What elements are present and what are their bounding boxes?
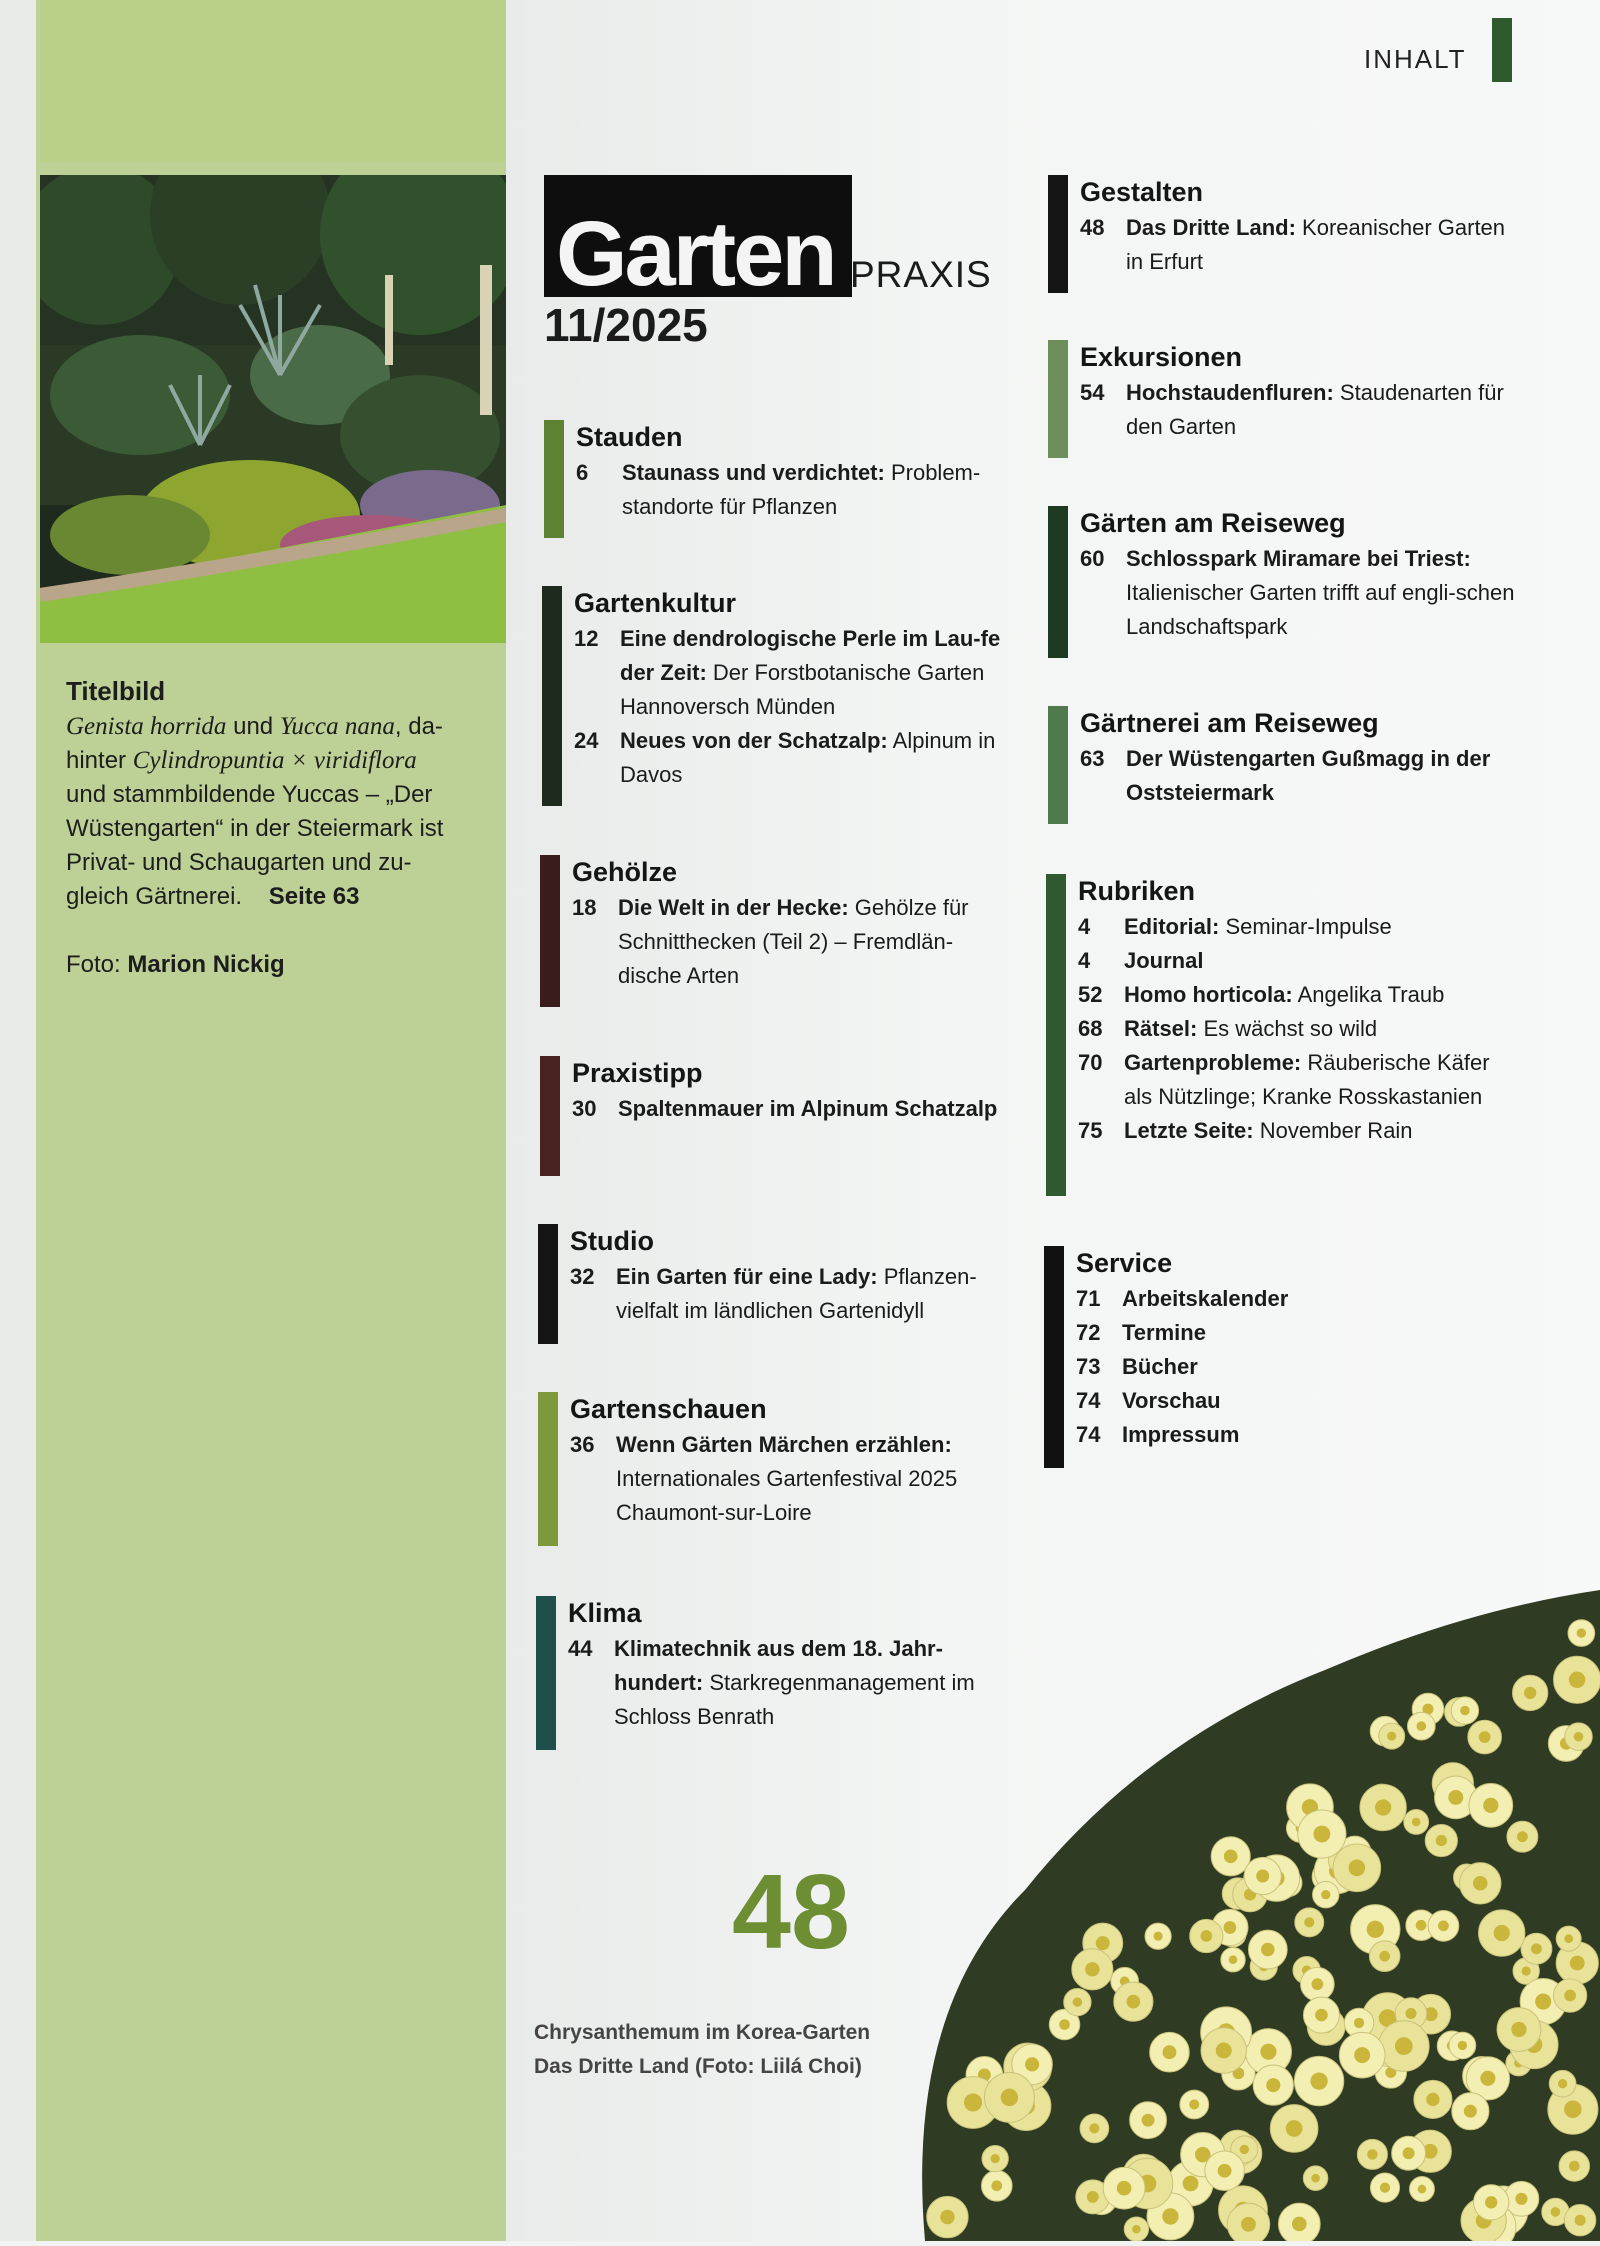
entry-title: Neues von der Schatzalp: xyxy=(620,728,888,753)
toc-section xyxy=(538,1392,1018,1546)
flower-blossom xyxy=(1205,2151,1245,2191)
entry-title: Schlosspark Miramare bei Triest: xyxy=(1126,546,1471,571)
flower-blossom xyxy=(1497,2008,1541,2052)
flower-blossom xyxy=(982,2145,1008,2171)
entry-text xyxy=(1126,742,1520,810)
flower-blossom xyxy=(1553,1979,1586,2012)
page-number: 44 xyxy=(568,1636,593,1661)
caption-text: und xyxy=(226,713,280,740)
entry-text xyxy=(1122,1282,1516,1316)
section-color-bar xyxy=(1048,506,1068,658)
flower-blossom xyxy=(1130,2102,1167,2139)
flower-blossom xyxy=(1180,2090,1209,2119)
entry-text xyxy=(1122,1316,1516,1350)
entry-text xyxy=(622,456,1016,524)
toc-entry[interactable] xyxy=(572,1092,1012,1126)
flower-blossom xyxy=(1479,1910,1525,1956)
flower-blossom xyxy=(1392,2136,1426,2170)
toc-section xyxy=(1048,340,1528,458)
section-content xyxy=(572,855,1012,993)
page-number: 52 xyxy=(1078,982,1103,1007)
entry-title: Gartenprobleme: xyxy=(1124,1050,1302,1075)
section-title: Studio xyxy=(570,1226,654,1256)
toc-entry[interactable] xyxy=(1080,211,1520,279)
entry-title: Vorschau xyxy=(1122,1388,1221,1413)
entry-text xyxy=(620,724,1014,792)
entry-title: Homo horticola: xyxy=(1124,982,1293,1007)
section-content xyxy=(574,586,1014,792)
flower-blossom xyxy=(1150,2032,1190,2072)
toc-section xyxy=(1048,706,1528,824)
flower-blossom xyxy=(1468,1720,1502,1754)
section-label: INHALT xyxy=(1364,44,1467,74)
flower-blossom xyxy=(1270,2105,1318,2153)
flower-blossom xyxy=(1428,1910,1459,1941)
page-number: 4 xyxy=(1078,948,1091,973)
flower-blossom xyxy=(1507,1821,1538,1852)
entry-title: Staunass und verdichtet: xyxy=(622,460,885,485)
flower-blossom xyxy=(1221,1947,1245,1971)
section-color-bar xyxy=(544,420,564,538)
entry-title: Termine xyxy=(1122,1320,1206,1345)
entry-text xyxy=(1124,978,1518,1012)
flower-blossom xyxy=(1521,1933,1552,1964)
flower-blossom xyxy=(981,2170,1012,2201)
toc-entry[interactable] xyxy=(1078,1046,1518,1114)
toc-entry[interactable] xyxy=(1078,1114,1518,1148)
entry-text xyxy=(1126,376,1520,444)
entry-subtitle: Gehölze für Schnitthecken (Teil 2) – Fremdlän-dische Arten xyxy=(618,895,969,988)
page-number: 68 xyxy=(1078,1016,1103,1041)
flower-blossom xyxy=(1360,1784,1406,1830)
page-number: 6 xyxy=(576,460,589,485)
species-name: Cylindropuntia × viridiflora xyxy=(132,747,417,774)
flower-blossom xyxy=(1248,1930,1287,1969)
flower-blossom xyxy=(1303,2166,1328,2191)
page-edge xyxy=(0,0,36,2241)
flower-blossom xyxy=(1409,2177,1434,2202)
entry-title: Bücher xyxy=(1122,1354,1198,1379)
entry-subtitle: Starkregenmanagement im Schloss Benrath xyxy=(614,1670,975,1729)
toc-entry[interactable] xyxy=(574,622,1014,724)
section-title: Service xyxy=(1076,1248,1173,1278)
section-color-bar xyxy=(538,1392,558,1546)
page-number: 60 xyxy=(1080,546,1105,571)
toc-section xyxy=(540,1056,1020,1176)
flower-blossom xyxy=(1295,1908,1324,1937)
entry-title: Editorial: xyxy=(1124,914,1220,939)
section-content xyxy=(1076,1246,1516,1452)
caption-line: und stammbildende Yuccas – „Der xyxy=(66,781,433,808)
toc-entry[interactable] xyxy=(570,1260,1010,1328)
toc-section xyxy=(1046,874,1526,1196)
entry-title: Rätsel: xyxy=(1124,1016,1198,1041)
entry-text xyxy=(618,891,1012,993)
flower-blossom xyxy=(1145,1923,1171,1949)
caption-line xyxy=(66,880,486,914)
toc-entry[interactable] xyxy=(1080,542,1520,644)
flower-blossom xyxy=(1407,1712,1435,1740)
flower-blossom xyxy=(1339,2032,1385,2078)
logo-praxis: PRAXIS xyxy=(850,254,992,295)
caption-line: Privat- und Schaugarten und zu- xyxy=(66,849,412,876)
section-content xyxy=(1080,706,1520,810)
section-title: Gartenkultur xyxy=(574,588,737,618)
section-color-bar xyxy=(538,1224,558,1344)
entry-title: Spaltenmauer im Alpinum Schatzalp xyxy=(618,1096,998,1121)
entry-subtitle: Räuberische Käfer als Nützlinge; Kranke Rosskastanien xyxy=(1124,1050,1490,1109)
flower-blossom xyxy=(1549,2070,1576,2097)
flower-blossom xyxy=(1460,1863,1501,1904)
page-number: 12 xyxy=(574,626,599,651)
section-title: Gartenschauen xyxy=(570,1394,767,1424)
page-number: 18 xyxy=(572,895,597,920)
toc-entry[interactable] xyxy=(1076,1384,1516,1418)
entry-title: Impressum xyxy=(1122,1422,1240,1447)
section-color-bar xyxy=(1048,340,1068,458)
flower-blossom xyxy=(1301,1967,1335,2001)
page-number: 54 xyxy=(1080,380,1105,405)
page-number: 73 xyxy=(1076,1354,1101,1379)
entry-subtitle: Alpinum in Davos xyxy=(620,728,996,787)
flower-blossom xyxy=(1072,1949,1113,1990)
entry-title: Arbeitskalender xyxy=(1122,1286,1289,1311)
section-content xyxy=(1080,175,1520,279)
flower-blossom xyxy=(1556,1926,1581,1951)
entry-text xyxy=(616,1260,1010,1328)
flower-blossom xyxy=(1404,1810,1429,1835)
credit-label: Foto: xyxy=(66,951,128,978)
section-color-bar xyxy=(540,855,560,1007)
flower-blossom xyxy=(1303,1997,1339,2033)
flower-blossom xyxy=(1357,2139,1387,2169)
section-content xyxy=(576,420,1016,524)
toc-entry[interactable] xyxy=(1076,1316,1516,1350)
section-content xyxy=(1080,340,1520,444)
section-color-bar xyxy=(1046,874,1066,1196)
toc-entry[interactable] xyxy=(1080,376,1520,444)
section-title: Exkursionen xyxy=(1080,342,1243,372)
section-color-bar xyxy=(1044,1246,1064,1468)
flower-blossom xyxy=(1425,1824,1457,1856)
entry-text xyxy=(1124,944,1518,978)
flower-blossom xyxy=(1379,2021,1430,2072)
flower-blossom xyxy=(1451,1697,1478,1724)
entry-title: Letzte Seite: xyxy=(1124,1118,1254,1143)
toc-section xyxy=(544,420,1024,538)
flower-blossom xyxy=(1294,2056,1343,2105)
page-number: 30 xyxy=(572,1096,597,1121)
entry-subtitle: Italienischer Garten trifft auf engli-schen Landschaftspark xyxy=(1126,580,1515,639)
section-title: Praxistipp xyxy=(572,1058,703,1088)
page-number: 24 xyxy=(574,728,599,753)
entry-text xyxy=(1124,1114,1518,1148)
flower-blossom xyxy=(1103,2167,1145,2209)
entry-title: Klimatechnik aus dem 18. Jahr-hundert: xyxy=(614,1636,943,1695)
flower-blossom xyxy=(1554,1656,1600,1703)
toc-section xyxy=(1044,1246,1524,1468)
entry-title: Wenn Gärten Märchen erzählen: xyxy=(616,1432,952,1457)
entry-text xyxy=(1122,1418,1516,1452)
feature-caption-line: Das Dritte Land (Foto: Liilá Choi) xyxy=(534,2055,862,2078)
entry-title: Das Dritte Land: xyxy=(1126,215,1296,240)
cover-photo xyxy=(40,175,506,643)
flower-blossom xyxy=(1201,2028,1246,2073)
flower-blossom xyxy=(984,2072,1034,2122)
entry-title: Hochstaudenfluren: xyxy=(1126,380,1334,405)
toc-entry[interactable] xyxy=(570,1428,1010,1530)
toc-section xyxy=(1048,175,1528,293)
toc-entry[interactable] xyxy=(574,724,1014,792)
section-title: Gärten am Reiseweg xyxy=(1080,508,1346,538)
left-top-strip xyxy=(40,0,506,162)
flower-blossom xyxy=(927,2196,968,2237)
caption-line xyxy=(66,744,486,778)
entry-title: Eine dendrologische Perle im Lau-fe der Zeit: xyxy=(620,626,1001,685)
toc-section xyxy=(540,855,1020,1007)
credit-name: Marion Nickig xyxy=(127,951,285,978)
flower-blossom xyxy=(1124,2217,1148,2241)
flower-blossom xyxy=(1559,2151,1589,2181)
cover-caption xyxy=(66,674,486,982)
page-number: 72 xyxy=(1076,1320,1101,1345)
page-number: 36 xyxy=(570,1432,595,1457)
section-title: Gärtnerei am Reiseweg xyxy=(1080,708,1379,738)
section-content xyxy=(1080,506,1520,644)
toc-entry[interactable] xyxy=(1076,1418,1516,1452)
flower-blossom xyxy=(1369,1941,1400,1972)
toc-entry[interactable] xyxy=(1078,978,1518,1012)
caption-text: , da- xyxy=(394,713,443,740)
flower-blossom xyxy=(1114,1982,1153,2021)
flower-blossom xyxy=(1211,1837,1250,1876)
entry-text xyxy=(1124,1012,1518,1046)
section-content xyxy=(572,1056,1012,1126)
section-label-bar xyxy=(1492,18,1512,82)
section-title: Stauden xyxy=(576,422,683,452)
flower-blossom xyxy=(1064,1988,1091,2015)
feature-caption-line: Chrysanthemum im Korea-Garten xyxy=(534,2021,871,2044)
feature-caption xyxy=(534,2016,870,2084)
entry-text xyxy=(1122,1384,1516,1418)
section-color-bar xyxy=(1048,706,1068,824)
flower-blossom xyxy=(1244,1857,1281,1894)
caption-line: Wüstengarten“ in der Steiermark ist xyxy=(66,815,444,842)
chrysanthemum-photo xyxy=(905,1590,1600,2241)
page-number: 4 xyxy=(1078,914,1091,939)
flower-blossom xyxy=(1512,1675,1547,1710)
flower-blossom xyxy=(1370,2173,1399,2202)
caption-line xyxy=(66,710,486,744)
flower-blossom xyxy=(1227,2203,1269,2241)
entry-text xyxy=(1122,1350,1516,1384)
entry-title: Der Wüstengarten Gußmagg in der Oststeiermark xyxy=(1126,746,1491,805)
section-color-bar xyxy=(1048,175,1068,293)
flower-blossom xyxy=(1278,2203,1320,2241)
flower-blossom xyxy=(1452,2093,1489,2130)
page-number: 74 xyxy=(1076,1388,1101,1413)
species-name: Genista horrida xyxy=(66,713,227,740)
entry-subtitle: Seminar-Impulse xyxy=(1219,914,1392,939)
section-content xyxy=(1078,874,1518,1148)
feature-page-number: 48 xyxy=(732,1853,850,1971)
toc-entry[interactable] xyxy=(576,456,1016,524)
flower-blossom xyxy=(1253,2065,1293,2105)
flower-blossom xyxy=(1414,2080,1452,2118)
section-title: Klima xyxy=(568,1598,642,1628)
toc-entry[interactable] xyxy=(572,891,1012,993)
entry-subtitle: Es wächst so wild xyxy=(1197,1016,1378,1041)
flower-blossom xyxy=(1080,2114,1109,2143)
flower-blossom xyxy=(1449,2032,1476,2059)
flower-blossom xyxy=(1564,2204,1595,2235)
toc-section xyxy=(538,1224,1018,1344)
flower-blossom xyxy=(1379,1723,1405,1749)
toc-entry[interactable] xyxy=(1076,1282,1516,1316)
page-number: 70 xyxy=(1078,1050,1103,1075)
toc-entry[interactable] xyxy=(1078,1012,1518,1046)
page-number: 71 xyxy=(1076,1286,1101,1311)
toc-entry[interactable] xyxy=(1078,910,1518,944)
flower-blossom xyxy=(1565,1723,1592,1750)
entry-subtitle: November Rain xyxy=(1253,1118,1413,1143)
section-title: Gehölze xyxy=(572,857,678,887)
entry-text xyxy=(1124,910,1518,944)
section-color-bar xyxy=(536,1596,556,1750)
species-name: Yucca nana xyxy=(279,713,395,740)
section-content xyxy=(570,1224,1010,1328)
entry-subtitle: Problem-standorte für Pflanzen xyxy=(622,460,981,519)
page-number: 48 xyxy=(1080,215,1105,240)
entry-text xyxy=(1126,211,1520,279)
entry-title: Ein Garten für eine Lady: xyxy=(616,1264,878,1289)
toc-entry[interactable] xyxy=(1076,1350,1516,1384)
section-title: Gestalten xyxy=(1080,177,1204,207)
toc-section xyxy=(542,586,1022,806)
entry-text xyxy=(1124,1046,1518,1114)
cover-caption-heading: Titelbild xyxy=(66,676,166,706)
section-title: Rubriken xyxy=(1078,876,1196,906)
page-number: 74 xyxy=(1076,1422,1101,1447)
toc-section xyxy=(1048,506,1528,658)
toc-entry[interactable] xyxy=(1080,742,1520,810)
page-number: 32 xyxy=(570,1264,595,1289)
section-color-bar xyxy=(542,586,562,806)
flower-blossom xyxy=(1568,1620,1595,1647)
caption-text: hinter xyxy=(66,747,133,774)
entry-subtitle: Pflanzen-vielfalt im ländlichen Gartenidyll xyxy=(616,1264,977,1323)
toc-entry[interactable] xyxy=(1078,944,1518,978)
flower-blossom xyxy=(1333,1844,1381,1892)
flower-blossom xyxy=(1474,2185,1509,2220)
entry-text xyxy=(618,1092,1012,1126)
page-number: 75 xyxy=(1078,1118,1103,1143)
flower-blossom xyxy=(1190,1919,1223,1952)
entry-subtitle: Internationales Gartenfestival 2025 Chaumont-sur-Loire xyxy=(616,1466,958,1525)
photo-credit xyxy=(66,948,486,982)
issue-number: 11/2025 xyxy=(544,299,708,351)
logo-garten: Garten xyxy=(556,203,835,305)
section-content xyxy=(570,1392,1010,1530)
entry-subtitle: Der Forstbotanische Garten Hannoversch Münden xyxy=(620,660,985,719)
entry-subtitle: Koreanischer Garten in Erfurt xyxy=(1126,215,1506,274)
section-color-bar xyxy=(540,1056,560,1176)
flower-blossom xyxy=(1298,1810,1346,1858)
entry-text xyxy=(1126,542,1520,644)
entry-title: Journal xyxy=(1124,948,1204,973)
entry-text xyxy=(620,622,1014,724)
entry-subtitle: Angelika Traub xyxy=(1292,982,1445,1007)
entry-text xyxy=(616,1428,1010,1530)
caption-text: gleich Gärtnerei. xyxy=(66,883,243,910)
entry-title: Die Welt in der Hecke: xyxy=(618,895,849,920)
page-number: 63 xyxy=(1080,746,1105,771)
entry-subtitle: Staudenarten für den Garten xyxy=(1126,380,1504,439)
flower-blossom xyxy=(1469,1784,1513,1828)
cover-page-ref: Seite 63 xyxy=(268,883,360,910)
flower-blossom xyxy=(1312,1881,1339,1908)
